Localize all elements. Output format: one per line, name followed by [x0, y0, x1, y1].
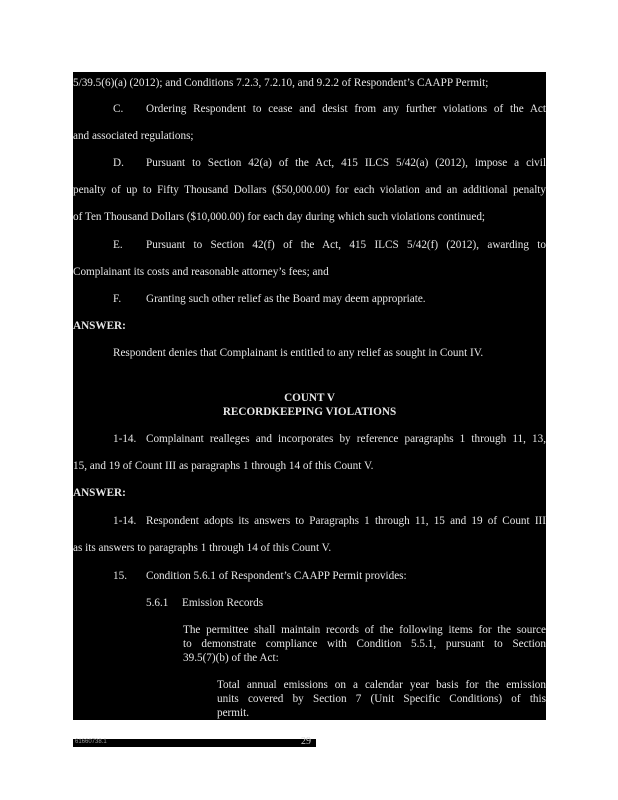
condition-title: Emission Records	[182, 597, 264, 609]
item-d-text-cont-1: penalty of up to Fifty Thousand Dollars ($50,000.00) for each violation and an additional penalty	[73, 184, 546, 196]
condition-number: 5.6.1	[146, 597, 169, 609]
count-title: COUNT V	[284, 392, 335, 404]
text-line-top: 5/39.5(6)(a) (2012); and Conditions 7.2.3, 7.2.10, and 9.2.2 of Respondent’s CAAPP Permit;	[73, 77, 489, 89]
item-d-label: D.	[113, 157, 124, 169]
footer	[73, 736, 316, 747]
item-d-text: Pursuant to Section 42(a) of the Act, 415 ILCS 5/42(a) (2012), impose a civil	[146, 157, 546, 169]
answer-text-1: Respondent denies that Complainant is entitled to any relief as sought in Count IV.	[113, 347, 484, 359]
quote-2-line-1: Total annual emissions on a calendar year basis for the emission	[217, 679, 546, 691]
quote-1-line-1: The permittee shall maintain records of the following items for the source	[183, 624, 546, 636]
para-1-14-text-cont: 15, and 19 of Count III as paragraphs 1 through 14 of this Count V.	[73, 460, 374, 472]
quote-2-line-2: units covered by Section 7 (Unit Specific Conditions) of this	[217, 693, 546, 705]
para-1-14-label: 1-14.	[113, 433, 137, 445]
document-body	[73, 72, 546, 720]
footer-doc-id: 61660738.1	[75, 739, 107, 745]
quote-1-line-3: 39.5(7)(b) of the Act:	[183, 652, 279, 664]
page-number: 29	[301, 736, 311, 747]
item-f-text: Granting such other relief as the Board may deem appropriate.	[146, 293, 426, 305]
item-e-text: Pursuant to Section 42(f) of the Act, 415 ILCS 5/42(f) (2012), awarding to	[146, 239, 546, 251]
ans-1-14-text-cont: as its answers to paragraphs 1 through 14 of this Count V.	[73, 542, 332, 554]
quote-2-line-3: permit.	[217, 707, 250, 719]
item-e-label: E.	[113, 239, 123, 251]
item-e-text-cont: Complainant its costs and reasonable attorney’s fees; and	[73, 266, 329, 278]
para-15-label: 15.	[113, 570, 127, 582]
ans-1-14-label: 1-14.	[113, 515, 137, 527]
item-c-text: Ordering Respondent to cease and desist from any further violations of the Act	[146, 103, 546, 115]
quote-1-line-2: to demonstrate compliance with Condition 5.5.1, pursuant to Section	[183, 638, 546, 650]
item-f-label: F.	[113, 293, 122, 305]
count-subtitle: RECORDKEEPING VIOLATIONS	[222, 406, 397, 418]
para-1-14-text: Complainant realleges and incorporates by reference paragraphs 1 through 11, 13,	[146, 433, 546, 445]
item-d-text-cont-2: of Ten Thousand Dollars ($10,000.00) for each day during which such violations continued;	[73, 211, 486, 223]
ans-1-14-text: Respondent adopts its answers to Paragraphs 1 through 11, 15 and 19 of Count III	[146, 515, 546, 527]
item-c-label: C.	[113, 103, 124, 115]
answer-heading-1: ANSWER:	[73, 320, 126, 332]
para-15-text: Condition 5.6.1 of Respondent’s CAAPP Permit provides:	[146, 570, 407, 582]
item-c-text-cont: and associated regulations;	[73, 130, 194, 142]
answer-heading-2: ANSWER:	[73, 487, 126, 499]
